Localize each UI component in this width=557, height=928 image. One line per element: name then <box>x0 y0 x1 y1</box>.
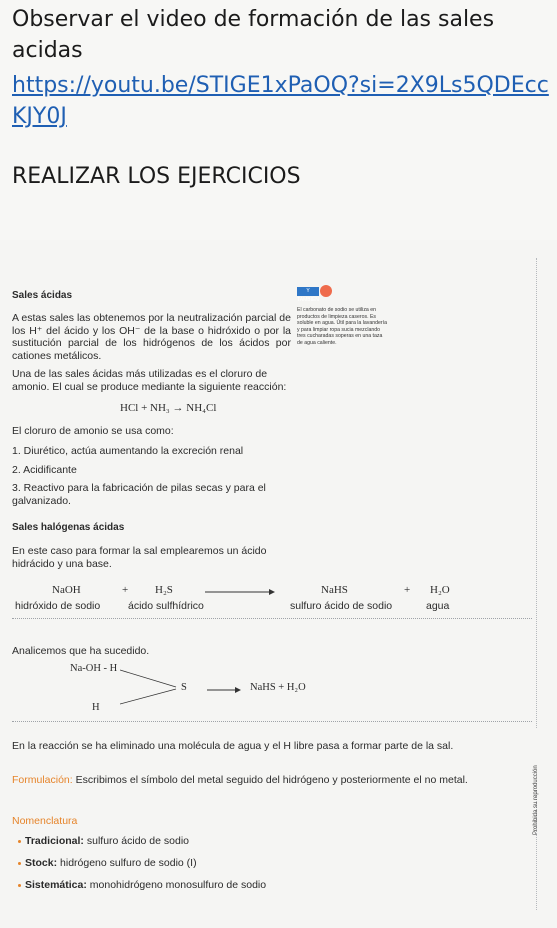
paragraph-formulation <box>12 774 532 787</box>
nomenclature-label: Tradicional: <box>25 835 84 847</box>
bullet-icon <box>18 884 21 887</box>
nomenclature-value: monohidrógeno monosulfuro de sodio <box>89 879 267 891</box>
nomenclature-heading: Nomenclatura <box>12 815 78 827</box>
margin-guide <box>536 258 537 728</box>
copyright-side-note: Prohibida su reproducción <box>533 765 539 835</box>
heading-halogen-salts: Sales halógenas ácidas <box>12 522 125 533</box>
paragraph-uses: El cloruro de amonio se usa como: <box>12 425 174 437</box>
label-water: agua <box>426 600 450 612</box>
diagram-product: NaHS + H₂O <box>250 682 306 693</box>
message-area <box>0 0 557 240</box>
section-heading: REALIZAR LOS EJERCICIOS <box>12 164 301 189</box>
sidebar-text: El carbonato de sodio se utiliza en productos de limpieza caseros. Es soluble en agua. Útil para la lavandería y para limpiar ropa sucia mezclando tres cucharadas soperas en una taza de agua caliente. <box>297 307 387 346</box>
diagram-naoh-h: Na-OH - H <box>70 663 118 674</box>
equation-ammonium: HCl + NH₃ → NH₄Cl <box>120 402 217 414</box>
label-hydrogen-sulfide: ácido sulfhídrico <box>128 600 204 612</box>
nomenclature-label: Stock: <box>25 857 58 869</box>
paragraph-reaction-explanation: En la reacción se ha eliminado una molécula de agua y el H libre pasa a formar parte de la sal. <box>12 740 454 752</box>
diagram-h: H <box>92 702 100 713</box>
message-title: Observar el video de formación de las sales acidas <box>12 7 495 63</box>
formulation-label: Formulación: <box>12 774 73 786</box>
nomenclature-systematic <box>25 879 266 892</box>
label-sodium-bisulfide: sulfuro ácido de sodio <box>290 600 393 612</box>
nomenclature-value: sulfuro ácido de sodio <box>86 835 190 847</box>
video-link[interactable]: https://youtu.be/STIGE1xPaOQ?si=2X9Ls5QDEccKJY0J <box>12 73 549 129</box>
plus-sign-2: + <box>404 584 411 596</box>
diagram-bond-lines <box>120 668 180 708</box>
paragraph-intro: A estas sales las obtenemos por la neutralización parcial de los H⁺ del ácido y los OH⁻ de la base o hidróxido o por la sustitución parcial de los hidrógenos de los ácidos por cationes metálicos. <box>12 312 291 362</box>
bullet-icon <box>18 840 21 843</box>
product-nahs: NaHS <box>321 584 348 596</box>
nomenclature-stock <box>25 857 197 870</box>
paragraph-analysis: Analicemos que ha sucedido. <box>12 645 150 657</box>
use-item-2: 2. Acidificante <box>12 464 77 476</box>
diagram-arrow-icon <box>207 686 241 694</box>
reactant-h2s: H₂S <box>155 584 173 596</box>
plus-sign: + <box>122 584 129 596</box>
nomenclature-label: Sistemática: <box>25 879 87 891</box>
paragraph-halogen: En este caso para formar la sal emplearemos un ácido hidrácido y una base. <box>12 545 267 570</box>
row-divider <box>12 618 532 619</box>
formulation-text: Escribimos el símbolo del metal seguido del hidrógeno y posteriormente el no metal. <box>75 774 468 786</box>
paragraph-ammonium: Una de las sales ácidas más utilizadas es el cloruro de amonio. El cual se produce mediante la siguiente reacción: <box>12 368 287 393</box>
use-item-3: 3. Reactivo para la fabricación de pilas secas y para el galvanizado. <box>12 482 266 507</box>
sidebar-tag: Y TAMBIÉN <box>297 288 319 303</box>
label-sodium-hydroxide: hidróxido de sodio <box>15 600 101 612</box>
nomenclature-traditional <box>25 835 189 848</box>
use-item-1: 1. Diurético, actúa aumentando la excreción renal <box>12 445 244 457</box>
reaction-arrow-icon <box>205 588 275 596</box>
heading-sales-acidas: Sales ácidas <box>12 290 73 301</box>
diagram-divider <box>12 721 532 722</box>
bullet-icon <box>18 862 21 865</box>
product-h2o: H₂O <box>430 584 450 596</box>
nomenclature-value: hidrógeno sulfuro de sodio (I) <box>60 857 197 869</box>
reactant-naoh: NaOH <box>52 584 81 596</box>
diagram-s: S <box>181 682 187 693</box>
sidebar-badge-icon <box>320 285 332 297</box>
